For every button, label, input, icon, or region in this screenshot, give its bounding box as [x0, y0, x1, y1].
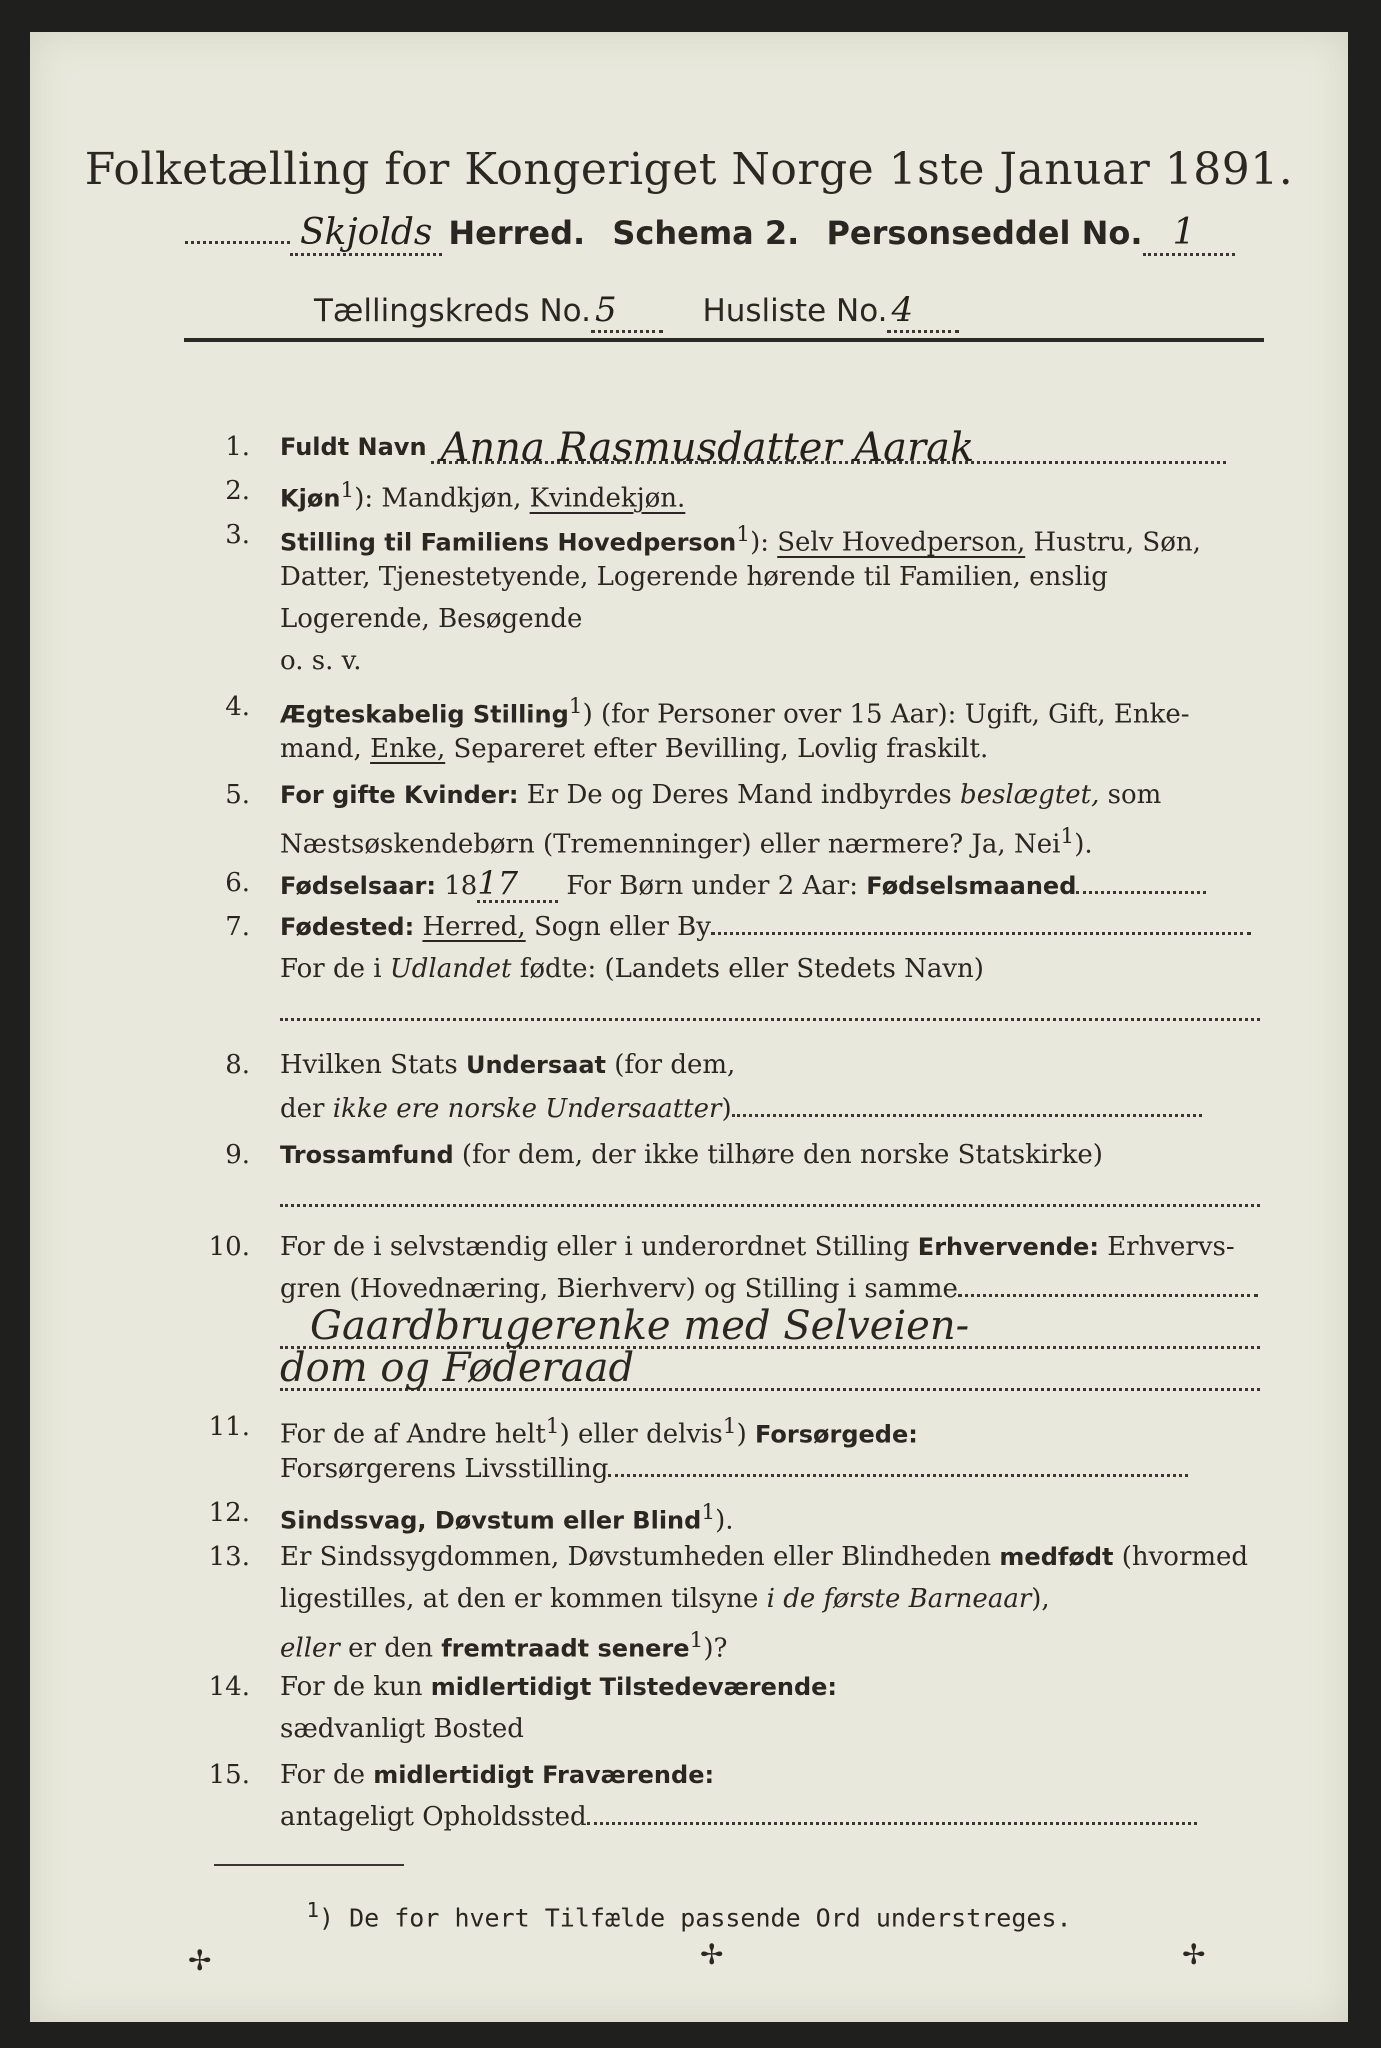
citizenship-text-3: der — [280, 1094, 325, 1124]
taellingskreds-line — [314, 290, 1134, 340]
footnote-ref: 1 — [736, 522, 751, 547]
temp-absent-label: midlertidigt Fraværende: — [373, 1761, 715, 1789]
occupation-answer-2: dom og Føderaad — [280, 1345, 635, 1391]
sex-selected: Kvindekjøn. — [529, 483, 686, 514]
marital-status-options-3: Separeret efter Bevilling, Lovlig fraskilt. — [453, 734, 989, 764]
birthplace-label: Fødested: — [280, 913, 415, 941]
footnote-ref: 1 — [722, 1414, 737, 1439]
birth-year-answer: 17 — [477, 866, 558, 903]
disability-label: Sindssvag, Døvstum eller Blind — [280, 1506, 702, 1535]
footnote-ref: 1 — [306, 1898, 319, 1922]
later-text: er den — [348, 1633, 433, 1664]
punct: ), — [1031, 1584, 1050, 1614]
item-number: 1. — [225, 432, 250, 462]
occupation-answer-line-1 — [280, 1303, 1260, 1349]
birthplace-options: Sogn eller By — [533, 912, 711, 942]
married-women-question: Er De og Deres Mand indbyrdes — [526, 780, 952, 810]
punct: )? — [703, 1633, 728, 1664]
occupation-field — [958, 1274, 1258, 1297]
family-position-etc: o. s. v. — [280, 646, 362, 676]
non-norwegian-text: ikke ere norske Undersaatter — [332, 1094, 722, 1124]
occupation-answer-1: Gaardbrugerenke med Selveien- — [310, 1303, 970, 1349]
abroad-text: For de i — [280, 954, 382, 984]
header-rule — [184, 338, 1264, 342]
family-position-options-2: Datter, Tjenestetyende, Logerende hørende til Familien, enslig — [280, 562, 1108, 592]
citizenship-text: Hvilken Stats — [280, 1050, 458, 1080]
taellingskreds-number: 5 — [591, 290, 663, 333]
congenital-text-2: (hvormed — [1121, 1542, 1249, 1572]
citizenship-label: Undersaat — [465, 1051, 606, 1079]
religion-field — [280, 1184, 1260, 1207]
birth-month-label: Fødselsmaaned — [866, 872, 1077, 900]
supported-label: Forsørgede: — [754, 1420, 918, 1449]
related-word: beslægtet, — [960, 780, 1100, 810]
family-position-selected: Selv Hovedperson, — [777, 527, 1026, 558]
birth-year-prefix: 18 — [444, 871, 478, 901]
provider-occupation-field — [608, 1454, 1188, 1477]
married-women-question-end: som — [1107, 780, 1162, 810]
taellingskreds-label: Tællingskreds No. — [314, 293, 591, 329]
punct: ): — [750, 527, 769, 558]
husliste-number: 4 — [887, 290, 959, 333]
punct: ) — [736, 1419, 747, 1450]
item-number: 12. — [208, 1498, 250, 1528]
occupation-text-3: gren (Hovednæring, Bierhverv) og Stilling i samme — [280, 1274, 958, 1304]
census-form-sheet — [30, 32, 1348, 2022]
item-number: 5. — [225, 780, 250, 810]
item-number: 2. — [225, 476, 250, 506]
under-two-text: For Børn under 2 Aar: — [566, 871, 858, 901]
occupation-answer-line-2 — [280, 1345, 1260, 1391]
footnote-ref: 1 — [689, 1628, 704, 1653]
birth-year-label: Fødselsaar: — [280, 872, 436, 900]
registration-mark-left-icon: ✢ — [188, 1944, 212, 1977]
item-number: 3. — [225, 520, 250, 550]
item-number: 15. — [208, 1760, 250, 1790]
family-position-options: Hustru, Søn, — [1033, 527, 1201, 558]
personseddel-number: 1 — [1143, 212, 1236, 256]
item-number: 14. — [208, 1672, 250, 1702]
husliste-label: Husliste No. — [702, 293, 888, 329]
marital-status-options-2: mand, — [280, 734, 362, 764]
herred-schema-line — [185, 212, 1265, 272]
married-women-question-2: Næstsøskendebørn (Tremenninger) eller nærmere? Ja, Nei — [280, 829, 1061, 860]
supported-text-2: ) eller delvis — [559, 1419, 723, 1450]
later-label: fremtraadt senere — [441, 1634, 690, 1663]
footnote — [30, 1898, 1348, 1932]
punct: ). — [1074, 829, 1093, 860]
abroad-text-2: fødte: (Landets eller Stedets Navn) — [519, 954, 984, 984]
registration-mark-right-icon: ✢ — [1182, 1938, 1206, 1971]
citizenship-text-2: (for dem, — [614, 1050, 736, 1080]
footnote-ref: 1 — [340, 478, 355, 503]
congenital-label: medfødt — [999, 1543, 1114, 1571]
birthplace-field — [711, 912, 1251, 935]
early-childhood-text: i de første Barneaar — [766, 1584, 1032, 1614]
family-position-label: Stilling til Familiens Hovedperson — [280, 528, 737, 557]
occupation-label: Erhvervende: — [917, 1233, 1099, 1261]
marital-status-label: Ægteskabelig Stilling — [280, 700, 569, 729]
footnote-text: ) De for hvert Tilfælde passende Ord understreges. — [318, 1903, 1072, 1933]
occupation-text-2: Erhvervs- — [1107, 1232, 1235, 1262]
footnote-ref: 1 — [1060, 824, 1075, 849]
footnote-ref: 1 — [701, 1500, 716, 1525]
punct: ). — [715, 1505, 734, 1536]
provider-occupation-text: Forsørgerens Livsstilling — [280, 1454, 609, 1484]
supported-text: For de af Andre helt — [280, 1419, 546, 1450]
marital-status-options: ) (for Personer over 15 Aar): Ugift, Gift, Enke- — [582, 699, 1190, 730]
congenital-text-3: ligestilles, at den er kommen tilsyne — [280, 1584, 759, 1614]
full-name-answer: Anna Rasmusdatter Aarak — [440, 425, 975, 471]
temp-present-text: For de kun — [280, 1672, 423, 1702]
family-position-options-3: Logerende, Besøgende — [280, 604, 583, 634]
item-number: 8. — [225, 1050, 250, 1080]
herred-name: Skjolds — [290, 212, 442, 256]
abroad-field — [280, 998, 1260, 1021]
full-name-label: Fuldt Navn — [280, 433, 427, 461]
sex-label: Kjøn — [280, 484, 341, 513]
abroad-word: Udlandet — [389, 954, 512, 984]
item-number: 10. — [208, 1232, 250, 1262]
sex-options: ): Mandkjøn, — [354, 483, 522, 514]
married-women-label: For gifte Kvinder: — [280, 781, 519, 809]
presumed-residence-text: antageligt Opholdssted — [280, 1802, 587, 1832]
item-number: 13. — [208, 1542, 250, 1572]
religion-label: Trossamfund — [280, 1141, 454, 1169]
occupation-text: For de i selvstændig eller i underordnet Stilling — [280, 1232, 910, 1262]
herred-label: Herred. — [448, 214, 586, 252]
punct: ) — [721, 1094, 732, 1124]
footnote-ref: 1 — [568, 694, 583, 719]
usual-residence-text: sædvanligt Bosted — [280, 1714, 524, 1744]
citizenship-field — [732, 1094, 1202, 1117]
registration-mark-center-icon: ✢ — [700, 1938, 724, 1971]
item-number: 6. — [225, 868, 250, 898]
personseddel-label: Personseddel No. — [826, 214, 1143, 252]
item-number: 9. — [225, 1140, 250, 1170]
item-number: 7. — [225, 912, 250, 942]
form-title: Folketælling for Kongeriget Norge 1ste Januar 1891. — [84, 144, 1294, 195]
item-number: 11. — [208, 1412, 250, 1442]
religion-text: (for dem, der ikke tilhøre den norske Statskirke) — [461, 1140, 1103, 1170]
marital-status-selected: Enke, — [370, 734, 446, 764]
birth-month-field — [1076, 871, 1206, 894]
temp-absent-text: For de — [280, 1760, 365, 1790]
footnote-ref: 1 — [545, 1414, 560, 1439]
item-number: 4. — [225, 692, 250, 722]
footnote-rule — [214, 1864, 404, 1866]
schema-label: Schema 2. — [612, 214, 800, 252]
birthplace-selected: Herred, — [422, 912, 526, 942]
congenital-text: Er Sindssygdommen, Døvstumheden eller Blindheden — [280, 1542, 992, 1572]
or-word: eller — [280, 1633, 340, 1664]
presumed-residence-field — [587, 1802, 1197, 1825]
temp-present-label: midlertidigt Tilstedeværende: — [430, 1673, 838, 1701]
